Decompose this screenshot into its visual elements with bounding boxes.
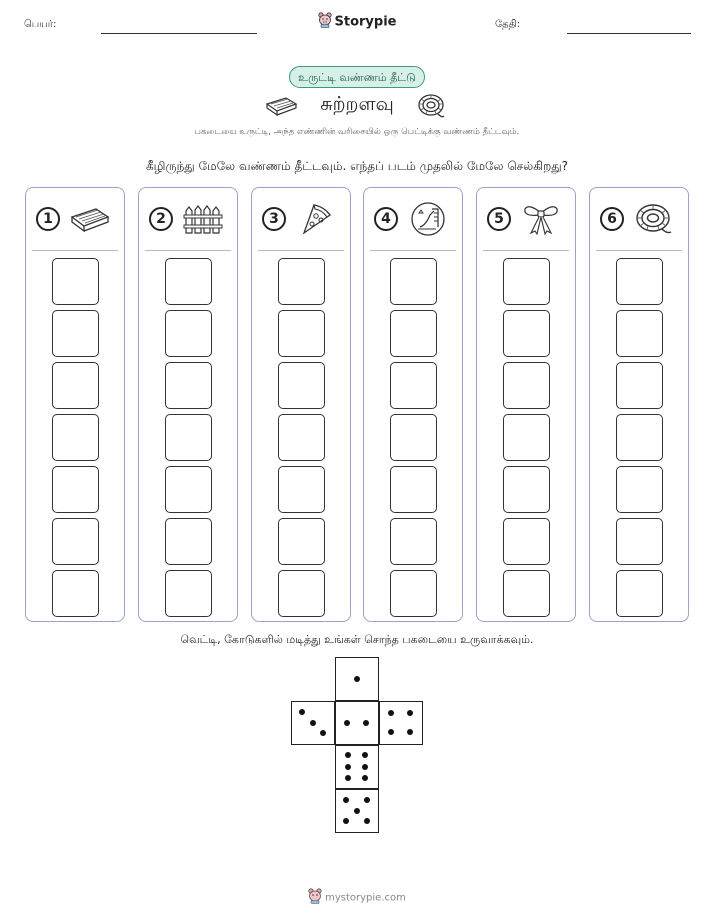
column-number: 3 <box>262 207 286 231</box>
color-box[interactable] <box>52 518 99 565</box>
die-pip <box>364 797 370 803</box>
column-divider <box>370 250 456 251</box>
die-pip <box>354 808 360 814</box>
die-pip <box>363 720 369 726</box>
die-pip <box>362 752 368 758</box>
color-box[interactable] <box>52 466 99 513</box>
color-box[interactable] <box>278 414 325 461</box>
rope-coil-icon <box>634 201 674 237</box>
color-box[interactable] <box>503 414 550 461</box>
column-number: 5 <box>487 207 511 231</box>
column-header <box>364 188 462 250</box>
color-box[interactable] <box>52 310 99 357</box>
column-1 <box>25 187 125 622</box>
column-header <box>590 188 688 250</box>
bear-logo-icon <box>318 12 332 32</box>
color-box[interactable] <box>503 362 550 409</box>
die-face-3 <box>291 701 335 745</box>
bow-icon <box>521 201 561 237</box>
die-pip <box>407 729 413 735</box>
die-face-5 <box>335 789 379 833</box>
die-pip <box>343 818 349 824</box>
question: கீழிருந்து மேலே வண்ணம் தீட்டவும். எந்தப் படம் முதலில் மேலே செல்கிறது? <box>145 159 569 173</box>
color-box[interactable] <box>278 362 325 409</box>
bear-logo-icon <box>308 888 322 907</box>
die-pip <box>388 710 394 716</box>
playground-icon <box>408 201 448 237</box>
color-box[interactable] <box>390 362 437 409</box>
color-box[interactable] <box>165 570 212 617</box>
color-box[interactable] <box>616 310 663 357</box>
column-number: 6 <box>600 207 624 231</box>
color-box[interactable] <box>278 258 325 305</box>
rope-coil-icon <box>416 92 446 124</box>
column-divider <box>483 250 569 251</box>
die-pip <box>299 709 305 715</box>
column-number: 2 <box>149 207 173 231</box>
color-box[interactable] <box>616 466 663 513</box>
bed-icon <box>70 201 110 237</box>
color-box[interactable] <box>390 570 437 617</box>
column-header <box>26 188 124 250</box>
color-box[interactable] <box>165 518 212 565</box>
instructions: பகடையை உருட்டி, அந்த எண்ணின் வரிசையில் ஒரு பெட்டிக்கு வண்ணம் தீட்டவும். <box>194 127 520 137</box>
column-header <box>252 188 350 250</box>
column-divider <box>596 250 682 251</box>
date-label: தேதி: <box>495 19 521 30</box>
column-3 <box>251 187 351 622</box>
color-box[interactable] <box>52 258 99 305</box>
color-box[interactable] <box>616 518 663 565</box>
color-box[interactable] <box>503 518 550 565</box>
die-pip <box>354 676 360 682</box>
color-box[interactable] <box>390 466 437 513</box>
cut-instruction: வெட்டி, கோடுகளில் மடித்து உங்கள் சொந்த பகடையை உருவாக்கவும். <box>180 633 534 646</box>
page-title: சுற்றளவு <box>320 93 394 115</box>
color-box[interactable] <box>278 570 325 617</box>
footer-url: mystorypie.com <box>325 892 406 904</box>
column-6 <box>589 187 689 622</box>
die-pip <box>407 710 413 716</box>
column-5 <box>476 187 576 622</box>
column-header <box>477 188 575 250</box>
color-box[interactable] <box>165 258 212 305</box>
activity-badge: உருட்டி வண்ணம் தீட்டு <box>289 66 425 88</box>
color-box[interactable] <box>278 310 325 357</box>
die-pip <box>388 729 394 735</box>
color-box[interactable] <box>616 362 663 409</box>
column-number: 1 <box>36 207 60 231</box>
die-face-1 <box>335 657 379 701</box>
color-box[interactable] <box>390 518 437 565</box>
die-pip <box>362 775 368 781</box>
column-divider <box>145 250 231 251</box>
name-field[interactable] <box>101 33 257 34</box>
color-box[interactable] <box>390 310 437 357</box>
pizza-slice-icon <box>296 201 336 237</box>
color-box[interactable] <box>390 414 437 461</box>
color-box[interactable] <box>503 310 550 357</box>
color-box[interactable] <box>503 258 550 305</box>
column-number: 4 <box>374 207 398 231</box>
footer <box>0 888 714 907</box>
color-box[interactable] <box>165 466 212 513</box>
die-pip <box>345 775 351 781</box>
fence-icon <box>183 201 223 237</box>
die-face-6 <box>335 745 379 789</box>
color-box[interactable] <box>165 362 212 409</box>
color-box[interactable] <box>278 518 325 565</box>
die-face-2 <box>335 701 379 745</box>
brand-logo <box>0 12 714 32</box>
die-pip <box>345 752 351 758</box>
brand-name: Storypie <box>334 14 397 30</box>
color-box[interactable] <box>165 414 212 461</box>
color-box[interactable] <box>616 414 663 461</box>
color-box[interactable] <box>52 414 99 461</box>
color-box[interactable] <box>390 258 437 305</box>
name-label: பெயர்: <box>24 19 57 30</box>
color-box[interactable] <box>52 570 99 617</box>
column-header <box>139 188 237 250</box>
color-box[interactable] <box>616 570 663 617</box>
column-4 <box>363 187 463 622</box>
column-divider <box>258 250 344 251</box>
color-box[interactable] <box>278 466 325 513</box>
die-pip <box>310 720 316 726</box>
die-pip <box>362 764 368 770</box>
color-box[interactable] <box>503 466 550 513</box>
die-pip <box>344 720 350 726</box>
column-divider <box>32 250 118 251</box>
die-pip <box>364 818 370 824</box>
date-field[interactable] <box>567 33 691 34</box>
column-2 <box>138 187 238 622</box>
die-pip <box>343 797 349 803</box>
color-box[interactable] <box>165 310 212 357</box>
color-box[interactable] <box>503 570 550 617</box>
color-box[interactable] <box>52 362 99 409</box>
color-box[interactable] <box>616 258 663 305</box>
die-pip <box>320 730 326 736</box>
die-face-4 <box>379 701 423 745</box>
die-pip <box>345 764 351 770</box>
